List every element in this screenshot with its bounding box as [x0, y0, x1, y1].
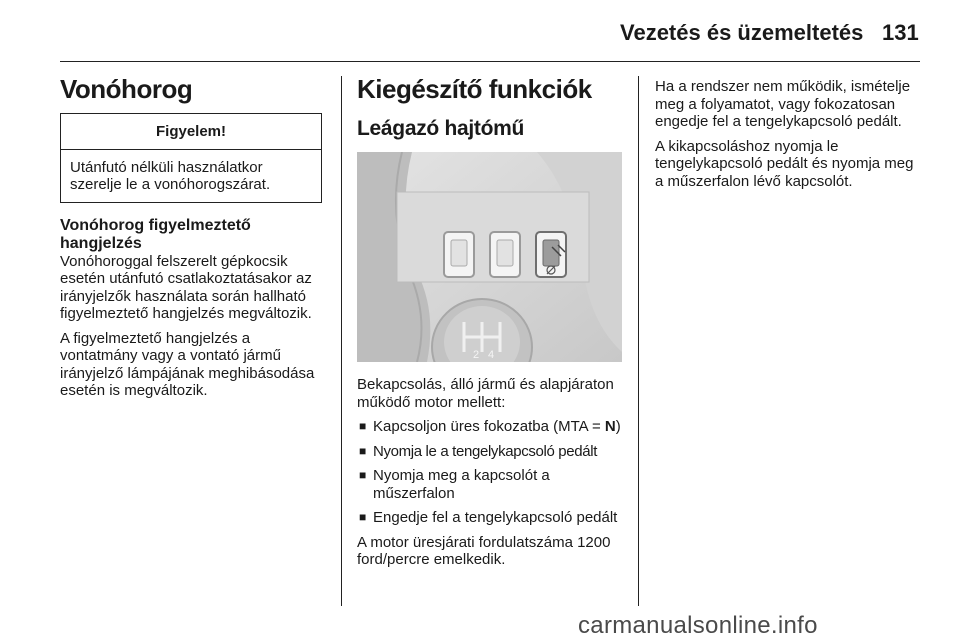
section-title: Vezetés és üzemeltetés: [620, 20, 864, 45]
list-item: [357, 443, 629, 461]
page-number: 131: [882, 20, 919, 45]
warning-notice: [60, 113, 322, 203]
extra-functions-heading: Kiegészítő funkciók: [357, 74, 592, 104]
towbar-paragraph-1: Vonóhoroggal felszerelt gépkocsik esetén utánfutó csatlakoztatásakor az irányjelzők használata során hallható figyelmeztető hangjelzés megváltozik.: [60, 252, 312, 322]
pto-disable-paragraph: A kikapcsoláshoz nyomja le tengelykapcsoló pedált és nyomja meg a műszerfalon lévő kapcsolót.: [655, 137, 914, 190]
pto-subheading: Leágazó hajtómű: [357, 117, 525, 140]
towbar-paragraph-2: A figyelmeztető hangjelzés a vontatmány vagy a vontató jármű irányjelző lámpájának meghibásodása esetén is megváltozik.: [60, 329, 315, 399]
towbar-heading: Vonóhorog: [60, 74, 193, 104]
step-emphasis: N: [604, 418, 616, 435]
gear-label-2: 2: [473, 349, 480, 361]
list-item: [357, 467, 629, 502]
towbar-warning-subheading: Vonóhorog figyelmeztető hangjelzés: [60, 216, 251, 252]
step-suffix: ): [615, 418, 621, 435]
pto-steps-list: [357, 418, 629, 527]
list-item: [357, 509, 629, 527]
column-3: [655, 78, 917, 197]
bullet-icon: ■: [359, 510, 367, 524]
bullet-icon: ■: [359, 419, 367, 433]
pto-intro: Bekapcsolás, álló jármű és alapjáraton működő motor mellett:: [357, 376, 614, 411]
bullet-icon: ■: [359, 443, 366, 458]
watermark: carmanualsonline.info: [578, 612, 818, 639]
notice-text: Utánfutó nélküli használatkor szerelje le a vonóhorogszárat.: [70, 158, 271, 193]
step-text: Nyomja le a tengelykapcsoló pedált: [373, 442, 598, 460]
header-rule: [60, 61, 920, 62]
pto-figure: [357, 152, 622, 362]
step-text: Engedje fel a tengelykapcsoló pedált: [373, 509, 618, 526]
step-text: Kapcsoljon üres fokozatba (MTA =: [373, 418, 605, 435]
pto-retry-paragraph: Ha a rendszer nem működik, ismételje meg a folyamatot, vagy fokozatosan engedje fel a tengelykapcsoló pedált.: [655, 78, 911, 130]
gear-label-4: 4: [488, 349, 495, 361]
column-2: [357, 74, 629, 576]
pto-outro: A motor üresjárati fordulatszáma 1200 ford/percre emelkedik.: [357, 533, 611, 568]
column-divider-left: [341, 76, 342, 606]
column-divider-right: [638, 76, 639, 606]
list-item: [357, 418, 629, 436]
step-text: Nyomja meg a kapcsolót a műszerfalon: [373, 467, 550, 502]
notice-title: Figyelem!: [61, 114, 321, 150]
column-1: [60, 74, 322, 407]
bullet-icon: ■: [359, 468, 367, 482]
